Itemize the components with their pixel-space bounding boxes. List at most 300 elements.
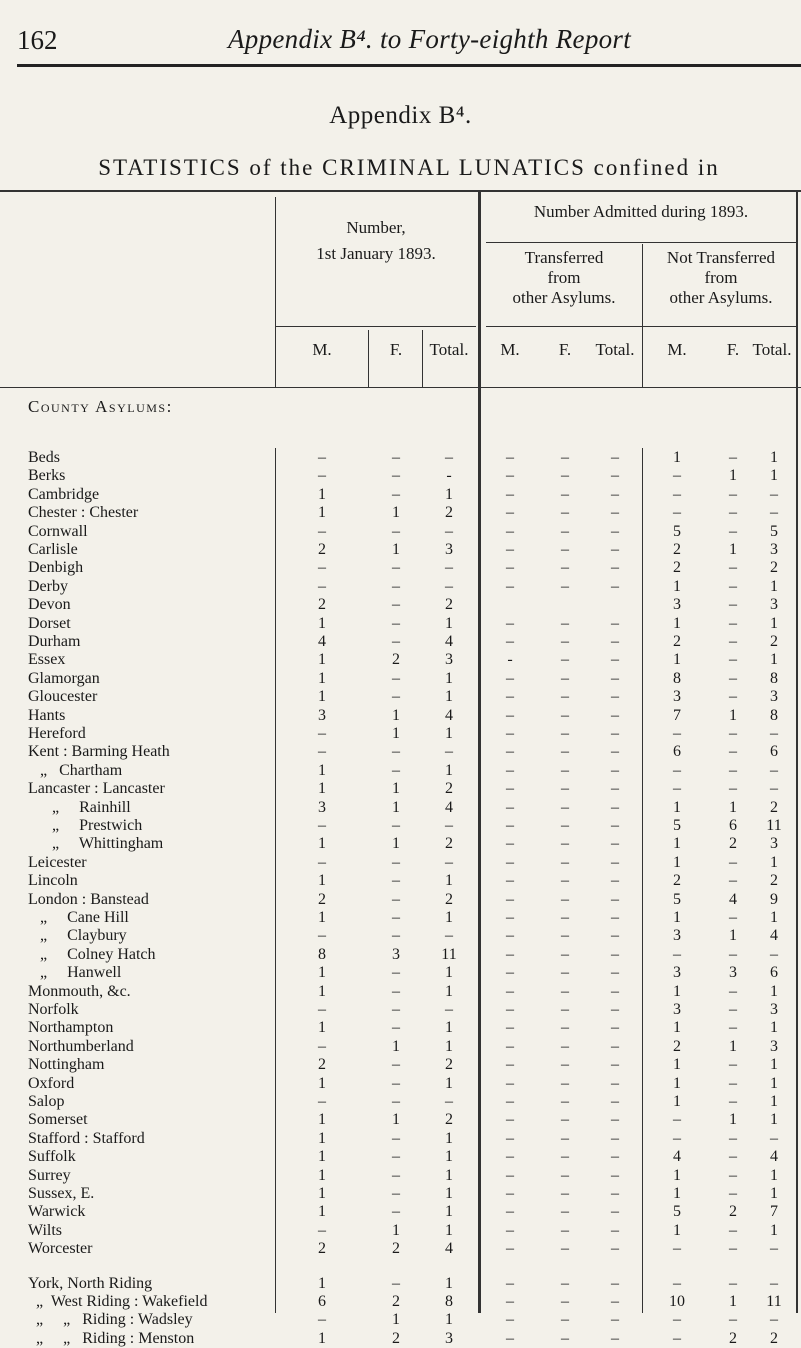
table-cell: – [445, 1093, 453, 1110]
table-cell: 4 [770, 927, 778, 945]
table-cell: – [673, 485, 681, 503]
table-cell: – [611, 633, 619, 650]
table-cell: 1 [770, 1056, 778, 1074]
table-cell: – [611, 909, 619, 926]
row-label: Northampton [28, 1019, 114, 1037]
table-cell: – [506, 761, 514, 779]
table-cell: – [561, 1111, 569, 1129]
table-cell: – [561, 1293, 569, 1310]
table-cell: – [611, 1293, 619, 1310]
table-cell: 1 [445, 725, 453, 742]
table-cell: – [729, 669, 737, 687]
table-cell: – [770, 780, 778, 798]
table-cell: – [445, 577, 453, 595]
table-cell: 8 [673, 669, 681, 687]
table-cell: 2 [729, 1329, 737, 1347]
table-cell: 9 [770, 890, 778, 908]
table-cell: 3 [673, 927, 681, 945]
table-cell: – [392, 1148, 400, 1166]
table-cell: – [770, 485, 778, 503]
table-row [0, 577, 801, 596]
table-cell: 4 [445, 633, 453, 650]
number-heading: Number, [346, 218, 406, 237]
table-cell: 10 [669, 1293, 685, 1310]
table-cell: – [611, 798, 619, 816]
table-row [0, 1074, 801, 1093]
table-cell: – [318, 577, 326, 595]
table-cell: – [445, 1001, 453, 1018]
row-label: Derby [28, 577, 68, 595]
table-cell: 8 [445, 1293, 453, 1310]
row-label: „ Whittingham [28, 835, 164, 853]
table-cell: – [611, 743, 619, 761]
table-cell: – [506, 1019, 514, 1037]
table-cell: 2 [392, 1240, 400, 1258]
table-cell: 2 [318, 541, 326, 558]
table-cell: 3 [445, 651, 453, 669]
row-label: „ Hanwell [28, 964, 122, 982]
table-cell: – [506, 1001, 514, 1018]
table-cell: – [561, 890, 569, 908]
table-cell: – [561, 853, 569, 871]
table-row [0, 798, 801, 817]
table-cell: 1 [673, 1019, 681, 1037]
table-cell: 1 [729, 927, 737, 945]
table-cell: 6 [673, 743, 681, 761]
table-cell: 2 [392, 651, 400, 669]
table-cell: - [507, 651, 513, 669]
table-cell: 1 [392, 725, 400, 742]
table-row [0, 1166, 801, 1185]
table-cell: – [506, 559, 514, 577]
table-cell: 1 [673, 651, 681, 669]
table-cell: 1 [770, 614, 778, 632]
table-cell: – [611, 945, 619, 963]
table-cell: 3 [770, 688, 778, 706]
header-rule [0, 387, 801, 388]
table-cell: – [729, 909, 737, 926]
table-cell: – [729, 1001, 737, 1018]
table-cell: 1 [318, 1185, 326, 1202]
table-cell: 1 [673, 798, 681, 816]
table-cell: – [770, 504, 778, 522]
table-cell: 1 [673, 1166, 681, 1184]
row-label: Dorset [28, 614, 71, 632]
table-cell: – [506, 1221, 514, 1239]
table-cell: – [392, 817, 400, 834]
table-cell: – [673, 725, 681, 742]
table-cell: – [561, 1037, 569, 1055]
table-cell: – [506, 725, 514, 742]
table-row [0, 669, 801, 688]
table-cell: – [611, 577, 619, 595]
row-label: Berks [28, 467, 66, 485]
table-cell: – [445, 927, 453, 945]
table-cell: – [392, 982, 400, 1000]
row-label: „ West Riding : Wakefield [28, 1293, 208, 1310]
header-rule [486, 326, 796, 327]
table-cell: – [506, 909, 514, 926]
table-cell: 1 [445, 1311, 453, 1329]
table-row [0, 1000, 801, 1019]
table-row [0, 834, 801, 853]
table-cell: – [506, 669, 514, 687]
table-cell: 3 [729, 964, 737, 982]
table-cell: – [611, 1203, 619, 1221]
table-row [0, 632, 801, 651]
table-cell: – [506, 945, 514, 963]
table-cell: – [770, 1240, 778, 1258]
table-cell: 1 [445, 1221, 453, 1239]
table-cell: 11 [766, 1293, 782, 1310]
row-label: Cornwall [28, 522, 88, 540]
table-cell: – [392, 761, 400, 779]
table-cell: – [611, 1329, 619, 1347]
table-row [0, 1329, 801, 1348]
table-cell: – [506, 1166, 514, 1184]
table-cell: – [392, 1001, 400, 1018]
table-cell: – [611, 761, 619, 779]
table-cell: 2 [770, 872, 778, 890]
table-cell: 2 [673, 872, 681, 890]
table-cell: 1 [770, 577, 778, 595]
table-cell: – [561, 780, 569, 798]
table-cell: – [561, 706, 569, 724]
table-cell: – [561, 1185, 569, 1202]
table-cell: – [506, 927, 514, 945]
table-cell: 1 [392, 798, 400, 816]
table-cell: 2 [770, 559, 778, 577]
table-cell: – [729, 1093, 737, 1110]
table-cell: – [318, 725, 326, 742]
table-cell: – [506, 853, 514, 871]
table-cell: 1 [318, 1274, 326, 1292]
table-cell: 2 [445, 835, 453, 853]
table-cell: 5 [673, 1203, 681, 1221]
table-cell: – [729, 743, 737, 761]
table-cell: 1 [392, 706, 400, 724]
row-label: Oxford [28, 1074, 75, 1092]
table-cell: 1 [445, 485, 453, 503]
table-cell: – [506, 743, 514, 761]
table-cell: – [611, 1166, 619, 1184]
table-cell: 1 [445, 909, 453, 926]
table-cell: – [770, 761, 778, 779]
table-cell: – [673, 1111, 681, 1129]
row-label: Lincoln [28, 872, 78, 890]
table-cell: 7 [770, 1203, 778, 1221]
table-cell: – [445, 817, 453, 834]
table-cell: – [561, 909, 569, 926]
table-cell: 1 [318, 614, 326, 632]
table-cell: – [729, 1166, 737, 1184]
table-cell: 5 [673, 522, 681, 540]
date-heading: 1st January 1893. [316, 244, 436, 263]
table-cell: – [506, 1111, 514, 1129]
table-cell: 2 [445, 1111, 453, 1129]
table-cell: – [611, 780, 619, 798]
table-row [0, 982, 801, 1001]
table-cell: – [611, 1093, 619, 1110]
table-row [0, 614, 801, 633]
table-cell: – [506, 835, 514, 853]
table-cell: – [673, 1274, 681, 1292]
table-header [0, 192, 801, 388]
table-cell: – [392, 872, 400, 890]
table-cell: – [729, 1129, 737, 1147]
table-cell: – [729, 1148, 737, 1166]
table-cell: – [506, 449, 514, 466]
page-number: 162 [17, 25, 58, 55]
table-row [0, 1092, 801, 1111]
table-cell: 3 [673, 964, 681, 982]
table-cell: 6 [318, 1293, 326, 1310]
table-cell: 1 [445, 1074, 453, 1092]
table-cell: – [392, 1019, 400, 1037]
table-cell: – [561, 577, 569, 595]
table-cell: – [392, 596, 400, 614]
row-label: Worcester [28, 1240, 93, 1258]
table-cell: 3 [770, 1001, 778, 1018]
table-cell: – [392, 688, 400, 706]
table-cell: – [506, 541, 514, 558]
row-label: Hereford [28, 725, 86, 742]
row-label: Beds [28, 449, 60, 466]
table-cell: – [611, 1148, 619, 1166]
running-title: Appendix B⁴. to Forty-eighth Report [228, 24, 632, 54]
table-cell: – [770, 725, 778, 742]
table-cell: – [611, 1111, 619, 1129]
table-cell: – [611, 1240, 619, 1258]
table-cell: – [561, 798, 569, 816]
table-cell: 6 [729, 817, 737, 834]
table-cell: – [506, 982, 514, 1000]
row-label: Northumberland [28, 1037, 134, 1055]
table-row [0, 503, 801, 522]
table-cell: – [506, 706, 514, 724]
table-cell: 1 [673, 982, 681, 1000]
table-cell: – [770, 1274, 778, 1292]
table-cell: 1 [318, 1074, 326, 1092]
table-cell: – [445, 559, 453, 577]
table-row [0, 724, 801, 743]
table-cell: 1 [673, 1185, 681, 1202]
table-cell: – [729, 1056, 737, 1074]
table-cell: – [611, 541, 619, 558]
table-cell: 2 [445, 890, 453, 908]
table-cell: – [445, 743, 453, 761]
transferred-heading-line3: other Asylums. [512, 288, 616, 307]
table-cell: 1 [673, 614, 681, 632]
table-cell: – [561, 761, 569, 779]
not-transferred-heading-line3: other Asylums. [669, 288, 773, 307]
table-cell: – [561, 1240, 569, 1258]
header-rule [276, 326, 476, 327]
table-cell: – [611, 1019, 619, 1037]
table-cell: 2 [318, 890, 326, 908]
table-cell: – [506, 1148, 514, 1166]
table-cell: – [729, 761, 737, 779]
table-cell: – [318, 467, 326, 485]
table-cell: 2 [445, 596, 453, 614]
section-title: County Asylums: [28, 397, 173, 416]
table-cell: 1 [318, 485, 326, 503]
table-row [0, 466, 801, 485]
table-cell: – [561, 559, 569, 577]
table-cell: – [770, 1311, 778, 1329]
table-cell: – [770, 1129, 778, 1147]
table-cell: 1 [318, 1203, 326, 1221]
row-label: Kent : Barming Heath [28, 743, 170, 761]
table-cell: – [611, 927, 619, 945]
table-cell: 1 [770, 1166, 778, 1184]
table-cell: – [611, 504, 619, 522]
table-row [0, 522, 801, 541]
column-rule [642, 244, 643, 388]
table-cell: – [561, 467, 569, 485]
row-label: „ Claybury [28, 927, 127, 945]
table-cell: – [506, 1185, 514, 1202]
row-label: „ Chartham [28, 761, 123, 779]
table-cell: 3 [445, 541, 453, 558]
table-cell: 1 [770, 853, 778, 871]
table-cell: 1 [673, 1056, 681, 1074]
table-cell: 1 [318, 982, 326, 1000]
table-cell: – [318, 1093, 326, 1110]
table-row [0, 650, 801, 669]
table-cell: – [506, 1129, 514, 1147]
table-cell: – [392, 559, 400, 577]
table-cell: – [729, 485, 737, 503]
row-label: Cambridge [28, 485, 100, 503]
table-cell: 5 [770, 522, 778, 540]
table-cell: – [561, 835, 569, 853]
table-cell: – [561, 964, 569, 982]
table-cell: 5 [673, 890, 681, 908]
col-head: M. [667, 340, 687, 359]
row-label: Denbigh [28, 559, 84, 577]
row-label: Lancaster : Lancaster [28, 780, 165, 798]
table-cell: 1 [392, 1221, 400, 1239]
column-rule [642, 448, 643, 1313]
admitted-heading: Number Admitted during 1893. [533, 202, 749, 221]
table-row [0, 871, 801, 890]
table-cell: 1 [445, 1166, 453, 1184]
table-cell: 2 [392, 1329, 400, 1347]
table-cell: – [392, 633, 400, 650]
row-label: London : Banstead [28, 890, 149, 908]
col-head: M. [312, 340, 332, 359]
table-row [0, 853, 801, 872]
row-label: „ „ Riding : Wadsley [28, 1311, 193, 1329]
table-cell: 3 [770, 541, 778, 558]
table-cell: – [561, 449, 569, 466]
table-cell: – [729, 725, 737, 742]
table-cell: 1 [770, 1185, 778, 1202]
table-cell: – [561, 541, 569, 558]
table-cell: 1 [318, 1019, 326, 1037]
table-cell: – [506, 504, 514, 522]
table-cell: – [506, 633, 514, 650]
table-cell: 2 [729, 835, 737, 853]
table-cell: 1 [445, 964, 453, 982]
row-label: Leicester [28, 853, 87, 871]
table-cell: 1 [392, 541, 400, 558]
row-label: „ Rainhill [28, 798, 131, 816]
table-cell: 1 [673, 853, 681, 871]
table-row [0, 761, 801, 780]
table-cell: – [561, 522, 569, 540]
table-cell: 1 [445, 1203, 453, 1221]
appendix-label: Appendix B⁴. [329, 102, 472, 129]
table-cell: 1 [770, 1221, 778, 1239]
table-cell: – [611, 559, 619, 577]
row-label: Essex [28, 651, 66, 669]
table-row [0, 1274, 801, 1293]
table-cell: 6 [770, 743, 778, 761]
table-cell: – [611, 1001, 619, 1018]
table-cell: 5 [673, 817, 681, 834]
table-cell: – [561, 485, 569, 503]
statistics-title: STATISTICS of the CRIMINAL LUNATICS confined in [98, 155, 720, 180]
table-row [0, 963, 801, 982]
table-cell: 1 [392, 780, 400, 798]
table-cell: – [611, 688, 619, 706]
table-cell: 1 [770, 449, 778, 466]
table-cell: 4 [673, 1148, 681, 1166]
row-label: Chester : Chester [28, 504, 139, 522]
column-rule [275, 448, 276, 1313]
row-label: Salop [28, 1093, 65, 1110]
table-row [0, 1018, 801, 1037]
table-cell: – [611, 1185, 619, 1202]
col-head: Total. [429, 340, 469, 359]
table-row [0, 1110, 801, 1129]
table-cell: 6 [770, 964, 778, 982]
table-cell: – [729, 651, 737, 669]
table-cell: – [611, 872, 619, 890]
table-cell: – [561, 1001, 569, 1018]
table-cell: 2 [729, 1203, 737, 1221]
table-cell: – [506, 1037, 514, 1055]
table-cell: – [561, 1203, 569, 1221]
table-cell: 2 [445, 780, 453, 798]
table-cell: 1 [673, 1074, 681, 1092]
table-cell: – [561, 1148, 569, 1166]
table-cell: 1 [729, 798, 737, 816]
table-cell: 4 [445, 1240, 453, 1258]
table-cell: – [729, 853, 737, 871]
table-cell: – [392, 449, 400, 466]
table-cell: 1 [770, 1019, 778, 1037]
table-cell: – [611, 669, 619, 687]
not-transferred-heading-line2: from [704, 268, 738, 287]
row-label: Hants [28, 706, 66, 724]
table-cell: – [729, 780, 737, 798]
table-cell: – [673, 1329, 681, 1347]
table-cell: – [611, 467, 619, 485]
table-cell: – [611, 522, 619, 540]
column-rule [478, 192, 481, 388]
table-cell: – [318, 1221, 326, 1239]
table-cell: – [611, 614, 619, 632]
table-cell: – [392, 927, 400, 945]
table-cell: 3 [392, 945, 400, 963]
table-cell: 1 [392, 504, 400, 522]
table-row [0, 1147, 801, 1166]
table-cell: – [318, 559, 326, 577]
table-cell: – [392, 1056, 400, 1074]
